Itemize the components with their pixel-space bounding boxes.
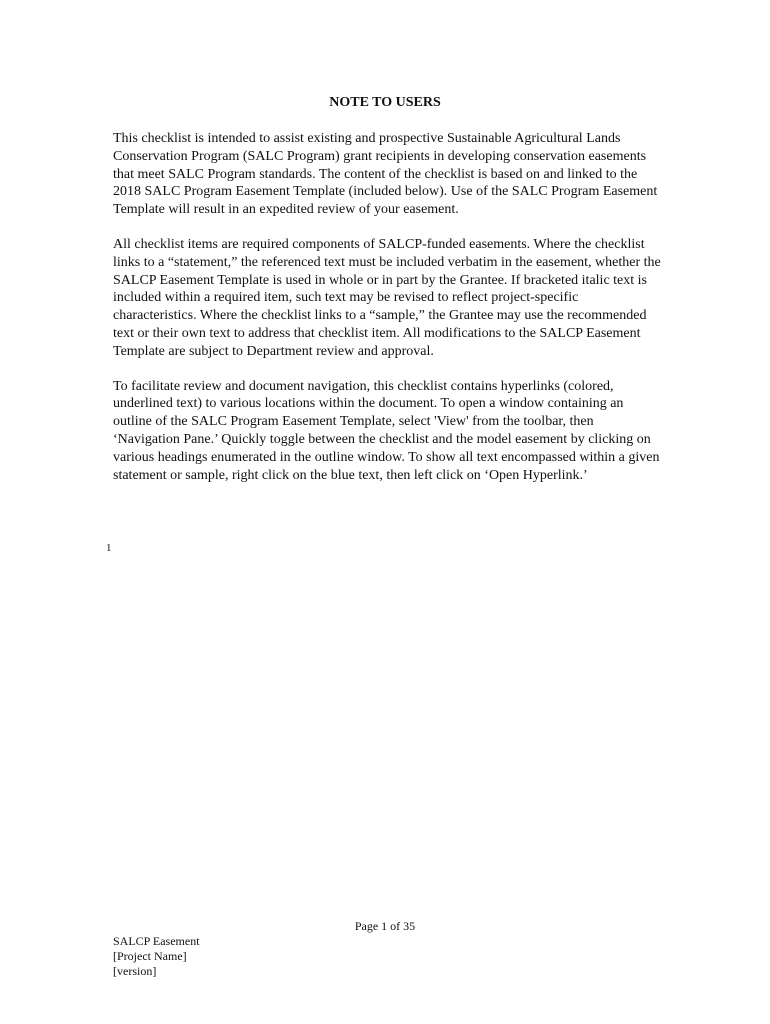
footer-easement-name: SALCP Easement	[113, 934, 200, 948]
footer-block	[113, 934, 200, 979]
footer-project-name: [Project Name]	[113, 949, 187, 963]
footer-version: [version]	[113, 964, 157, 978]
paragraph-navigation: To facilitate review and document navigation, this checklist contains hyperlinks (colored, underlined text) to various locations within the document. To open a window containing an outline of the SALC Program Easement Template, select 'View' from the toolbar, then ‘Navigation Pane.’ Quickly toggle between the checklist and the model easement by clicking on various headings enumerated in the outline window. To show all text encompassed within a given statement or sample, right click on the blue text, then left click on ‘Open Hyperlink.’	[113, 378, 660, 483]
page-number: Page 1 of 35	[354, 919, 416, 933]
section-marker: 1	[106, 542, 112, 554]
body-text	[113, 130, 661, 501]
page-title: NOTE TO USERS	[329, 95, 441, 110]
paragraph-requirements: All checklist items are required components of SALCP-funded easements. Where the checklist links to a “statement,” the referenced text must be included verbatim in the easement, whether the SALCP Easement Template is used in whole or in part by the Grantee. If bracketed italic text is included within a required item, such text may be revised to reflect project-specific characteristics. Where the checklist links to a “sample,” the Grantee may use the recommended text or their own text to address that checklist item. All modifications to the SALCP Easement Template are subject to Department review and approval.	[113, 236, 661, 359]
paragraph-intro: This checklist is intended to assist existing and prospective Sustainable Agricultural Lands Conservation Program (SALC Program) grant recipients in developing conservation easements that meet SALC Program standards. The content of the checklist is based on and linked to the 2018 SALC Program Easement Template (included below). Use of the SALC Program Easement Template will result in an expedited review of your easement.	[113, 131, 658, 218]
